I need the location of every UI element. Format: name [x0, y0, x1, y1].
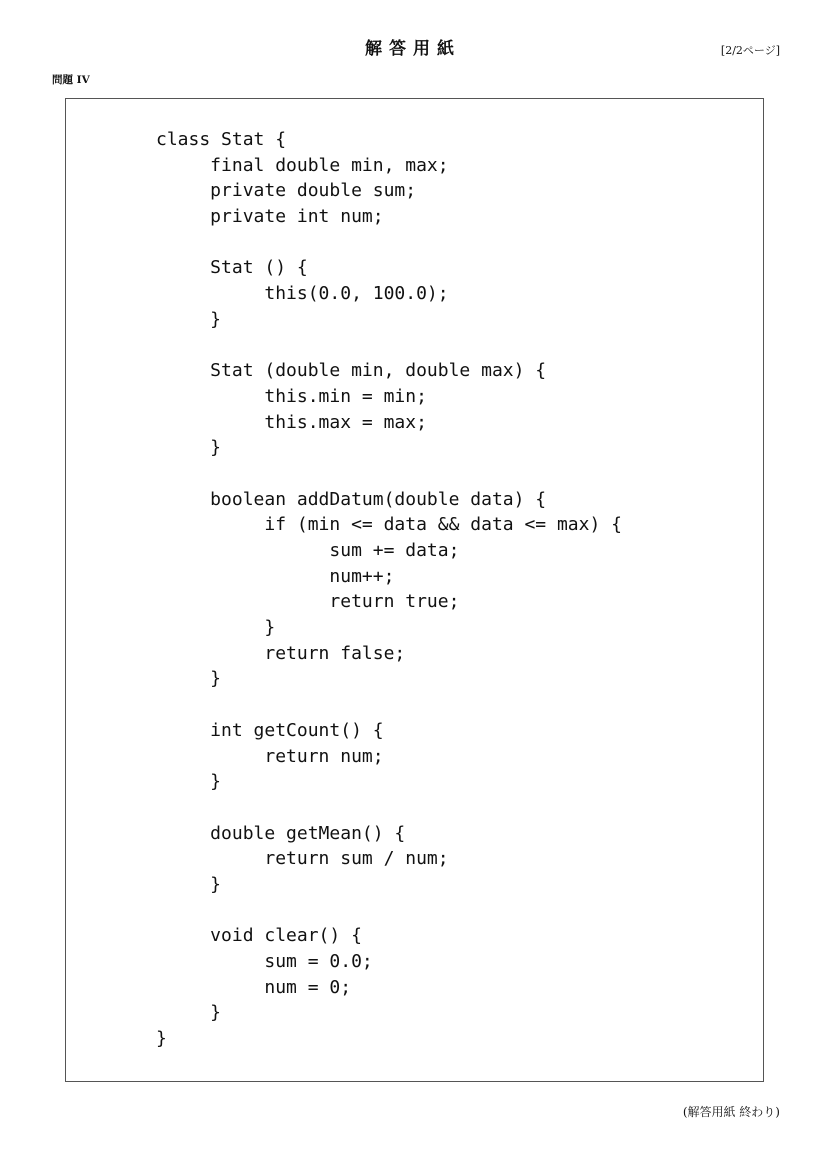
- code-line: }: [156, 771, 222, 793]
- code-line: }: [156, 617, 276, 639]
- code-line: private double sum;: [156, 180, 417, 202]
- code-line: final double min, max;: [156, 154, 449, 176]
- code-line: sum += data;: [156, 540, 460, 561]
- code-line: num = 0;: [156, 976, 352, 998]
- answer-box: [65, 98, 764, 1082]
- code-line: sum = 0.0;: [156, 951, 373, 972]
- code-line: [156, 461, 622, 487]
- code-line: return true;: [156, 591, 460, 613]
- code-line: int getCount() {: [156, 719, 384, 741]
- code-line: boolean addDatum(double data) {: [156, 488, 547, 510]
- code-line: }: [156, 1028, 167, 1050]
- code-line: }: [156, 308, 222, 330]
- code-line: return false;: [156, 642, 406, 664]
- code-line: class Stat {: [156, 129, 287, 150]
- page-title: 解答用紙: [365, 39, 461, 59]
- question-label: 問題 IV: [52, 74, 90, 86]
- code-line: Stat (double min, double max) {: [156, 360, 547, 382]
- code-line: this.max = max;: [156, 411, 427, 433]
- code-line: }: [156, 1002, 222, 1024]
- code-line: return sum / num;: [156, 848, 449, 870]
- code-line: this.min = min;: [156, 385, 427, 407]
- code-line: void clear() {: [156, 925, 362, 947]
- code-line: [156, 795, 622, 821]
- code-line: return num;: [156, 745, 384, 767]
- code-line: [156, 333, 622, 359]
- code-line: [156, 898, 622, 924]
- footer-note: (解答用紙 終わり): [682, 1105, 780, 1119]
- code-line: [156, 230, 622, 256]
- code-line: }: [156, 437, 222, 459]
- code-block: [156, 127, 622, 1052]
- code-line: num++;: [156, 565, 395, 587]
- code-line: [156, 692, 622, 718]
- page-indicator: [2/2ページ]: [720, 44, 780, 57]
- code-line: this(0.0, 100.0);: [156, 283, 449, 305]
- code-line: if (min <= data && data <= max) {: [156, 514, 622, 536]
- code-line: }: [156, 873, 222, 895]
- code-line: }: [156, 668, 222, 690]
- code-line: Stat () {: [156, 257, 308, 279]
- code-line: double getMean() {: [156, 822, 406, 844]
- code-line: private int num;: [156, 206, 384, 228]
